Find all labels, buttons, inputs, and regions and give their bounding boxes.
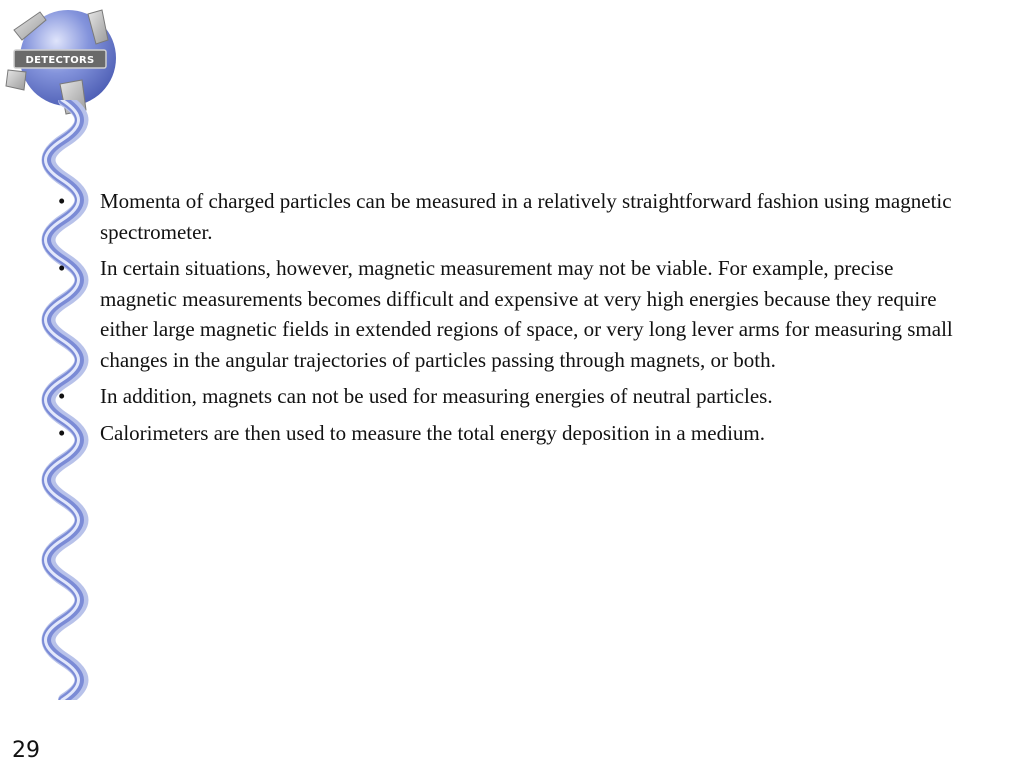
bullet-item (58, 418, 958, 449)
bullet-text: In certain situations, however, magnetic measurement may not be viable. For example, precise magnetic measurements becomes difficult and expensive at very high energies because they require either large magnetic fields in extended regions of space, or very long lever arms for measuring small changes in the angular trajectories of particles passing through magnets, or both. (100, 256, 953, 372)
logo-label: DETECTORS (25, 55, 95, 66)
bullet-marker: • (58, 384, 66, 408)
bullet-marker: • (58, 420, 66, 445)
bullet-list (58, 186, 958, 454)
bullet-text: In addition, magnets can not be used for measuring energies of neutral particles. (100, 384, 773, 408)
frame-lower-left (6, 70, 26, 90)
bullet-item (58, 186, 958, 247)
bullet-text: Momenta of charged particles can be measured in a relatively straightforward fashion using magnetic spectrometer. (100, 189, 952, 244)
bullet-item (58, 253, 958, 375)
bullet-item (58, 381, 958, 412)
bullet-marker: • (58, 189, 66, 213)
bullet-marker: • (58, 256, 66, 280)
bullet-text: Calorimeters are then used to measure the total energy deposition in a medium. (100, 420, 766, 445)
page-number: 29 (12, 738, 40, 763)
